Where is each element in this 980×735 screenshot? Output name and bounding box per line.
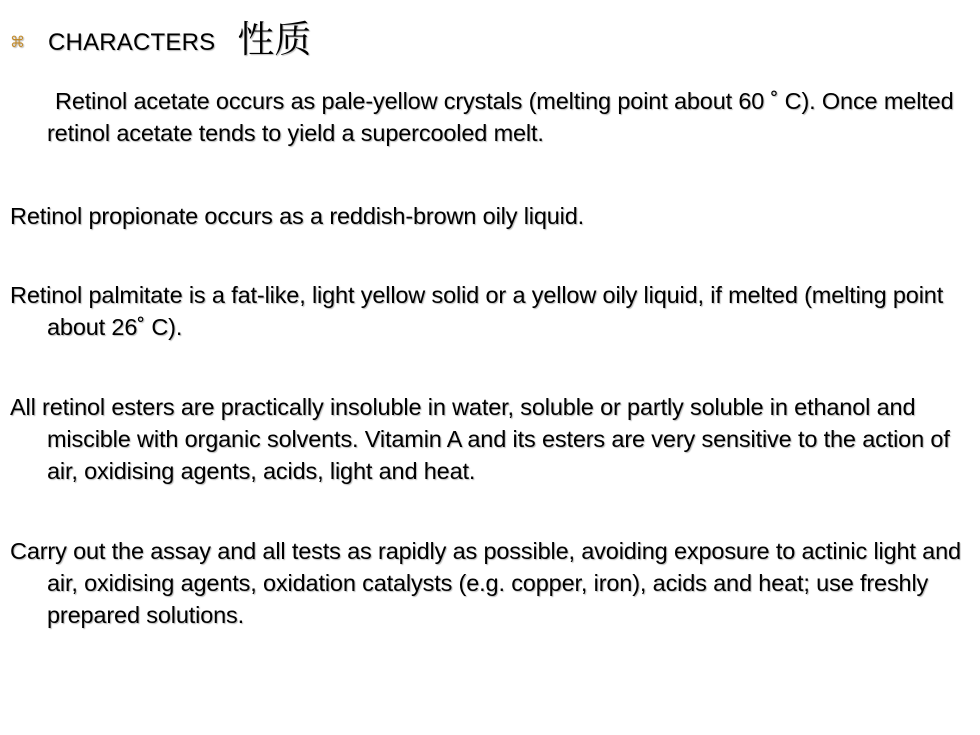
heading-title-chinese: 性质 xyxy=(237,18,312,61)
paragraph-retinol-propionate: Retinol propionate occurs as a reddish-brown oily liquid. xyxy=(10,203,585,229)
paragraph-retinol-acetate: Retinol acetate occurs as pale-yellow crystals (melting point about 60 ˚ C). Once melted retinol acetate tends to yield a supercooled melt. xyxy=(47,88,954,146)
heading-title-english: CHARACTERS xyxy=(48,29,216,56)
command-bullet-icon: ⌘ xyxy=(10,33,25,51)
paragraph-assay-note: Carry out the assay and all tests as rapidly as possible, avoiding exposure to actinic light and air, oxidising agents, oxidation catalysts (e.g. copper, iron), acids and heat; use freshly prepared solutions. xyxy=(10,538,961,628)
paragraph-retinol-palmitate: Retinol palmitate is a fat-like, light yellow solid or a yellow oily liquid, if melted (melting point about 26˚ C). xyxy=(10,282,944,340)
paragraph-solubility: All retinol esters are practically insoluble in water, soluble or partly soluble in ethanol and miscible with organic solvents. Vitamin A and its esters are very sensitive to the action of air, oxidising agents, acids, light and heat. xyxy=(10,394,950,484)
slide-heading xyxy=(10,8,311,68)
